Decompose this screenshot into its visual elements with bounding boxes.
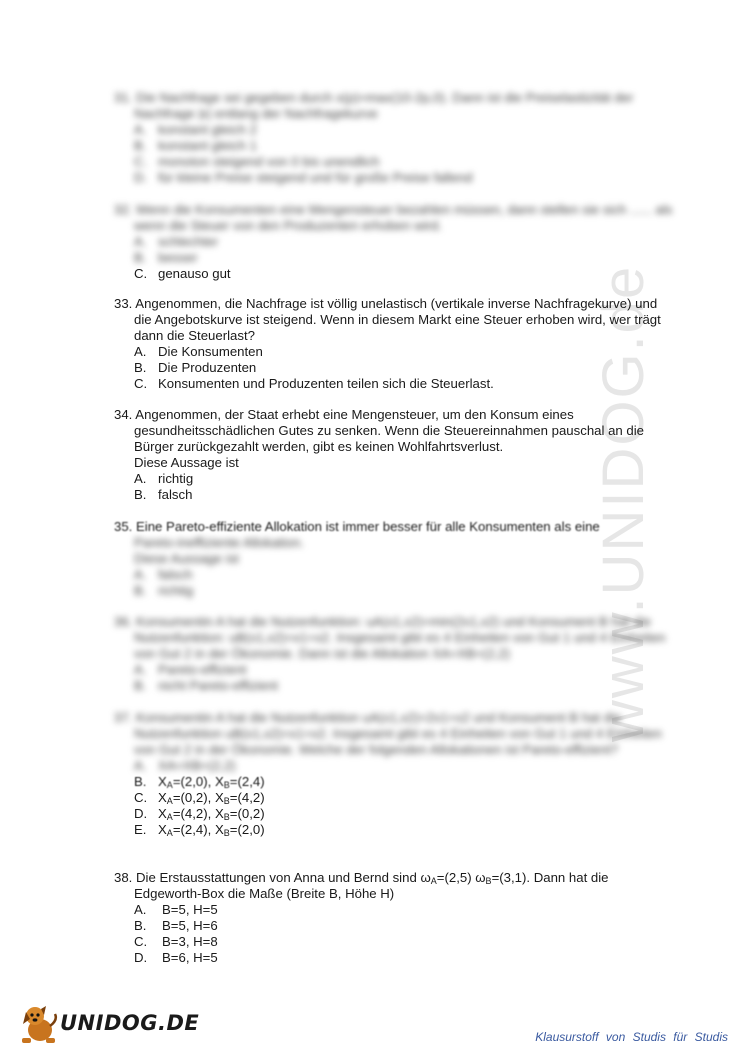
option-a: A. konstant gleich 2 — [134, 122, 257, 137]
option-e: E. $X_A=(2,4)$, $X_B=(2,0)$ — [134, 822, 265, 838]
logo-text: UNIDOG.DE — [60, 1011, 200, 1035]
question-37 — [114, 710, 674, 838]
option-d: D. $X_A=(4,2)$, $X_B=(0,2)$ — [134, 806, 265, 822]
question-32 — [114, 202, 674, 282]
option-c: C. $X_A=(0,2)$, $X_B=(4,2)$ — [134, 790, 265, 806]
option-a: A. Die Konsumenten — [134, 344, 263, 359]
option-b: B. besser — [134, 250, 198, 265]
option-a: A. schlechter — [134, 234, 219, 249]
option-b: B. konstant gleich 1 — [134, 138, 257, 153]
option-a: A. richtig — [134, 471, 194, 486]
question-stem: 32. Wenn die Konsumenten eine Mengensteuer bezahlen müssen, dann stellen sie sich ...... als wenn die Steuer von den Produzenten erhoben wird. — [114, 202, 673, 233]
watermark: www.UNIDOG.de — [591, 264, 656, 742]
question-35 — [114, 519, 674, 599]
question-stem: 33. Angenommen, die Nachfrage ist völlig unelastisch (vertikale inverse Nachfragekurve) und die Angebotskurve ist steigend. Wenn in diesem Markt eine Steuer erhoben wird, wer trägt dann die Steuerlast? — [114, 296, 661, 343]
question-stem: 36. Konsumentin A hat die Nutzenfunktion: uA(x1,x2)=min(2x1,x2) und Konsument B hat die Nutzenfunktion: uB(x1,x2)=x1+x2. Insgesamt gibt es 4 Einheiten von Gut 1 und 4 Einheiten von Gut 2 in der Ökonomie. Dann ist die Allokation XA=XB=(2,2) — [114, 614, 666, 661]
option-b: B. Die Produzenten — [134, 360, 257, 375]
question-34 — [114, 407, 674, 503]
question-stem: 34. Angenommen, der Staat erhebt eine Mengensteuer, um den Konsum eines gesundheitsschädlichen Gutes zu senken. Wenn die Steuereinnahmen pauschal an die Bürger zurückgezahlt werden, gibt es keinen Wohlfahrtsverlust. — [114, 407, 645, 454]
question-stem-visible: 35. Eine Pareto-effiziente Allokation ist immer besser für alle Konsumenten als eine — [114, 519, 600, 534]
question-note: Diese Aussage ist — [134, 455, 239, 470]
question-stem: 38. Die Erstausstattungen von Anna und Bernd sind $\omega_A=(2,5)$ $\omega_B=(3,1)$. Dann hat die Edgeworth-Box die Maße (Breite B, Höhe H) — [114, 870, 609, 901]
option-a: A. falsch — [134, 567, 193, 582]
option-a: A. Pareto-effizient — [134, 662, 247, 677]
question-36 — [114, 614, 674, 694]
option-b: B. falsch — [134, 487, 193, 502]
option-a: A. XA=XB=(2,2) — [134, 758, 236, 773]
option-d: D. für kleine Preise steigend und für große Preise fallend — [134, 170, 473, 185]
option-b: B. B=5, H=6 — [134, 918, 218, 933]
question-stem: 37. Konsumentin A hat die Nutzenfunktion uA(x1,x2)=2x1+x2 und Konsument B hat die Nutzenfunktion uB(x1,x2)=x1+x2. Insgesamt gibt es 4 Einheiten von Gut 1 und 4 Einheiten von Gut 2 in der Ökonomie. Welche der folgenden Allokationen ist Pareto-effizient? — [114, 710, 662, 757]
question-33 — [114, 296, 674, 392]
question-stem-rest: Pareto-ineffiziente Allokation. — [134, 535, 304, 550]
dog-mascot-icon — [20, 1002, 58, 1044]
option-b: B. nicht Pareto-effizient — [134, 678, 278, 693]
option-c: C. B=3, H=8 — [134, 934, 218, 949]
option-b: B. richtig — [134, 583, 194, 598]
option-a: A. B=5, H=5 — [134, 902, 218, 917]
unidog-logo — [20, 1002, 199, 1044]
question-38 — [114, 870, 674, 966]
option-d: D. B=6, H=5 — [134, 950, 218, 965]
footer-slogan: Klausurstoff von Studis für Studis — [535, 1030, 728, 1044]
option-b: B. $X_A=(2,0)$, $X_B=(2,4)$ — [134, 774, 265, 790]
question-note: Diese Aussage ist — [134, 551, 239, 566]
option-c: C. monoton steigend von 0 bis unendlich — [134, 154, 380, 169]
question-stem: 31. Die Nachfrage sei gegeben durch x(p)=max(10-2p,0). Dann ist die Preiselastizität der Nachfrage |ε| entlang der Nachfragekurve — [114, 90, 634, 121]
option-c: C. Konsumenten und Produzenten teilen sich die Steuerlast. — [134, 376, 494, 391]
question-31 — [114, 90, 674, 186]
option-c: C. genauso gut — [134, 266, 231, 281]
